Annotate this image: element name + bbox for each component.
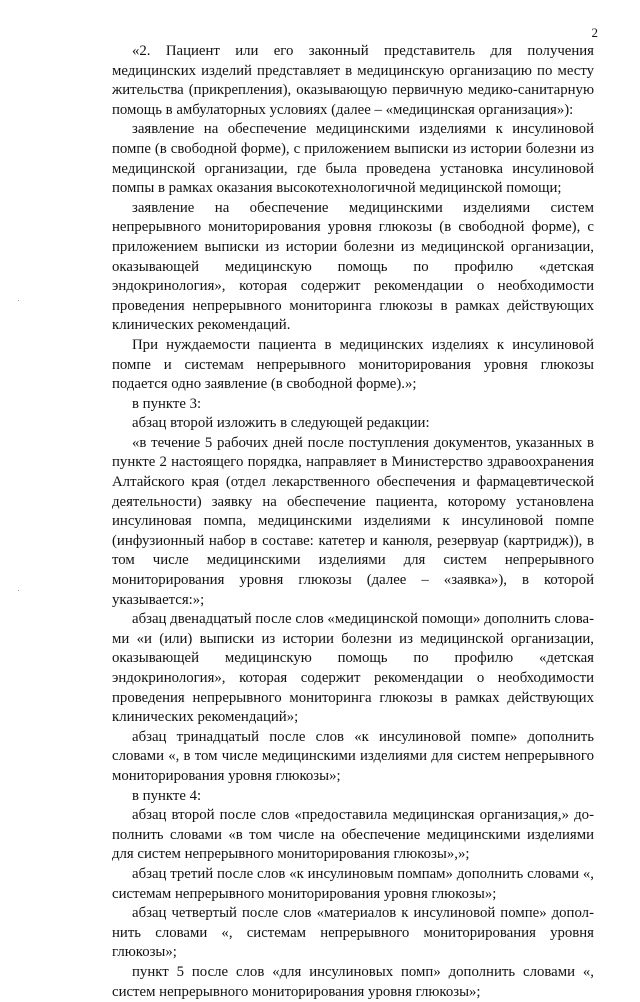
paragraph-1: «2. Пациент или его законный представитель для получения медицинских изделий представляет в медицинскую организацию по месту жительства (прикрепления), оказывающую первичную медико-санитарную помощь в амбулаторных условиях (далее – «медицинская организация»): xyxy=(112,43,594,118)
paragraph-6: абзац второй изложить в следующей редакции: xyxy=(132,415,430,432)
paragraph-12: абзац третий после слов «к инсулиновым помпам» дополнить словами «, системам непрерывного мониторирования уровня глюкозы»; xyxy=(112,865,594,902)
paragraph-13: абзац четвертый после слов «материалов к инсулиновой помпе» дополнить словами «, системам непрерывного мониторирования уровня глюкозы»; xyxy=(112,905,594,961)
page-number: 2 xyxy=(591,25,598,40)
margin-mark xyxy=(18,590,19,591)
paragraph-5: в пункте 3: xyxy=(132,395,202,412)
paragraph-2: заявление на обеспечение медицинскими изделиями к инсулиновой помпе (в свободной форме), с приложением выписки из истории болезни из медицинской организации, где была проведена установка инсулиновой помпы в рамках оказания высокотехнологичной медицинской помощи; xyxy=(112,121,594,197)
paragraph-8: абзац двенадцатый после слов «медицинской помощи» дополнить словами «и (или) выписки из истории болезни из медицинской организации, оказывающей медицинскую помощь по профилю «детская эндокринология», которая содержит рекомендации о необходимости проведения непрерывного мониторинга глюкозы в рамках действующих клинических рекомендаций»; xyxy=(112,611,594,726)
paragraph-7: «в течение 5 рабочих дней после поступления документов, указанных в пункте 2 настоящего порядка, направляет в Министерство здравоохранения Алтайского края (отдел лекарственного обеспечения и фармацевтической деятельности) заявку на обеспечение пациента, которому установлена инсулиновая помпа, медицинскими изделиями к инсулиновой помпе (инфузионный набор в составе: катетер и канюля, резервуар (картридж)), в том числе медицинскими изделиями для систем непрерывного мониторирования уровня глюкозы (далее – «заявка»), в которой указывается:»; xyxy=(112,434,594,608)
document-body xyxy=(112,42,594,1002)
paragraph-3: заявление на обеспечение медицинскими изделиями систем непрерывного мониторирования уровня глюкозы (в свободной форме), с приложением выписки из истории болезни из медицинской организации, оказывающей медицинскую помощь по профилю «детская эндокринология», которая содержит рекомендации о необходимости проведения непрерывного мониторинга глюкозы в рамках действующих клинических рекомендаций. xyxy=(112,199,594,334)
paragraph-11: абзац второй после слов «предоставила медицинская организация,» дополнить словами «в том числе на обеспечение медицинскими изделиями для систем непрерывного мониторирования глюкозы»,»; xyxy=(112,807,594,863)
paragraph-9: абзац тринадцатый после слов «к инсулиновой помпе» дополнить словами «, в том числе медицинскими изделиями для систем непрерывного мониторирования уровня глюкозы»; xyxy=(112,728,594,784)
paragraph-4: При нуждаемости пациента в медицинских изделиях к инсулиновой помпе и системам непрерывного мониторирования уровня глюкозы подается одно заявление (в свободной форме).»; xyxy=(112,336,594,393)
paragraph-14: пункт 5 после слов «для инсулиновых помп» дополнить словами «, систем непрерывного мониторирования уровня глюкозы»; xyxy=(112,963,594,1000)
margin-mark xyxy=(18,300,19,301)
paragraph-10: в пункте 4: xyxy=(132,787,202,804)
